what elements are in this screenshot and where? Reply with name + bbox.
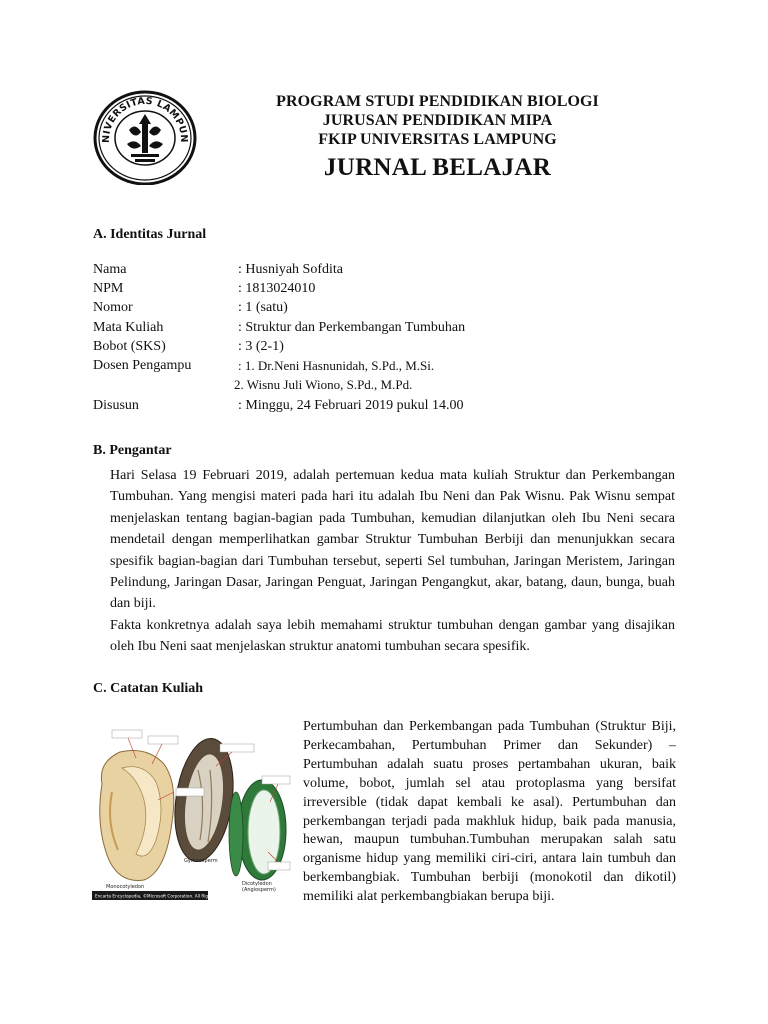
identity-value: : 3 (2-1) <box>238 338 284 354</box>
identity-table <box>93 260 653 416</box>
gymnosperm-label: Gymnosperm <box>184 858 218 864</box>
introduction-text <box>110 465 675 658</box>
identity-value: : 1813024010 <box>238 281 316 297</box>
header-line-department: JURUSAN PENDIDIKAN MIPA <box>322 112 553 129</box>
introduction-paragraph: Hari Selasa 19 Februari 2019, adalah pertemuan kedua mata kuliah Struktur dan Perkembangan Tumbuhan. Yang mengisi materi pada hari itu adalah Ibu Neni dan Pak Wisnu. Pak Wisnu sempat menjelaskan tentang bagian-bagian pada Tumbuhan, kemudian dilanjutkan oleh Ibu Neni secara mendetail dengan memperlihatkan gambar Struktur Tumbuhan Berbiji dan menunjukkan secara spesifik bagian-bagian dari Tumbuhan tersebut, seperti Sel tumbuhan, Jaringan Meristem, Jaringan Pelindung, Jaringan Dasar, Jaringan Penguat, Jaringan Pengangkut, akar, batang, daun, bunga, buah dan biji. <box>110 468 675 612</box>
identity-value: : Minggu, 24 Februari 2019 pukul 14.00 <box>238 398 464 414</box>
document-title: JURNAL BELAJAR <box>323 154 552 181</box>
identity-label: Nama <box>93 262 127 277</box>
identity-label: Disusun <box>93 398 139 414</box>
identity-label: NPM <box>93 281 124 297</box>
section-c-heading: C. Catatan Kuliah <box>93 681 204 696</box>
identity-row-mata-kuliah <box>93 318 653 337</box>
identity-value: : Husniyah Sofdita <box>238 262 343 277</box>
section-b-heading: B. Pengantar <box>93 443 172 458</box>
dicot-label: Dicotyledon <box>242 881 272 887</box>
seed-diagram-icon <box>92 722 292 900</box>
seed-structure-image <box>92 722 292 900</box>
identity-row-npm <box>93 279 653 298</box>
header-line-program: PROGRAM STUDI PENDIDIKAN BIOLOGI <box>276 93 599 110</box>
identity-row-bobot <box>93 337 653 356</box>
identity-label: Dosen Pengampu <box>93 357 192 373</box>
document-header <box>240 92 635 185</box>
image-credit: Encarta Encyclopedia, ©Microsoft Corporation. All Rights Reserved. <box>95 893 237 899</box>
dicot-sublabel: (Angiosperm) <box>242 887 276 893</box>
identity-row-nama <box>93 260 653 279</box>
identity-label: Nomor <box>93 300 133 316</box>
introduction-paragraph: Fakta konkretnya adalah saya lebih memahami struktur tumbuhan dengan gambar yang disajikan oleh Ibu Neni saat menjelaskan struktur anatomi tumbuhan secara spesifik. <box>110 617 675 655</box>
logo-ring-text: NIVERSITAS LAMPUN <box>100 95 190 144</box>
identity-value: : Struktur dan Perkembangan Tumbuhan <box>238 319 466 335</box>
identity-value: : 1 (satu) <box>238 300 288 316</box>
identity-value: 2. Wisnu Juli Wiono, S.Pd., M.Pd. <box>234 377 413 393</box>
identity-row-disusun <box>93 396 653 415</box>
identity-row-nomor <box>93 298 653 317</box>
university-seal-icon <box>93 88 197 185</box>
identity-value: : 1. Dr.Neni Hasnunidah, S.Pd., M.Si. <box>238 357 435 373</box>
university-logo <box>93 88 197 185</box>
lecture-notes-text: Pertumbuhan dan Perkembangan pada Tumbuhan (Struktur Biji, Perkecambahan, Pertumbuhan Primer dan Sekunder) – Pertumbuhan adalah suatu proses pertambahan ukuran, baik volume, bobot, jumlah sel atau protoplasma yang bersifat irreversible (tidak dapat kembali ke asal). Pertumbuhan dan perkembangan terjadi pada makhluk hidup, baik pada manusia, hewan, maupun tumbuhan.Tumbuhan merupakan salah satu organisme hidup yang memiliki ciri-ciri, antara lain tumbuh dan berkembangbiak. Tumbuhan berbiji (monokotil dan dikotil) memiliki alat perkembangbiakan berupa biji. <box>303 719 676 905</box>
identity-row-dosen-2 <box>93 375 653 394</box>
identity-label: Mata Kuliah <box>93 319 164 335</box>
header-line-faculty: FKIP UNIVERSITAS LAMPUNG <box>318 131 557 148</box>
identity-row-dosen <box>93 356 653 375</box>
section-a-heading: A. Identitas Jurnal <box>93 227 207 242</box>
identity-label: Bobot (SKS) <box>93 338 166 354</box>
monocot-label: Monocotyledon <box>106 884 145 890</box>
